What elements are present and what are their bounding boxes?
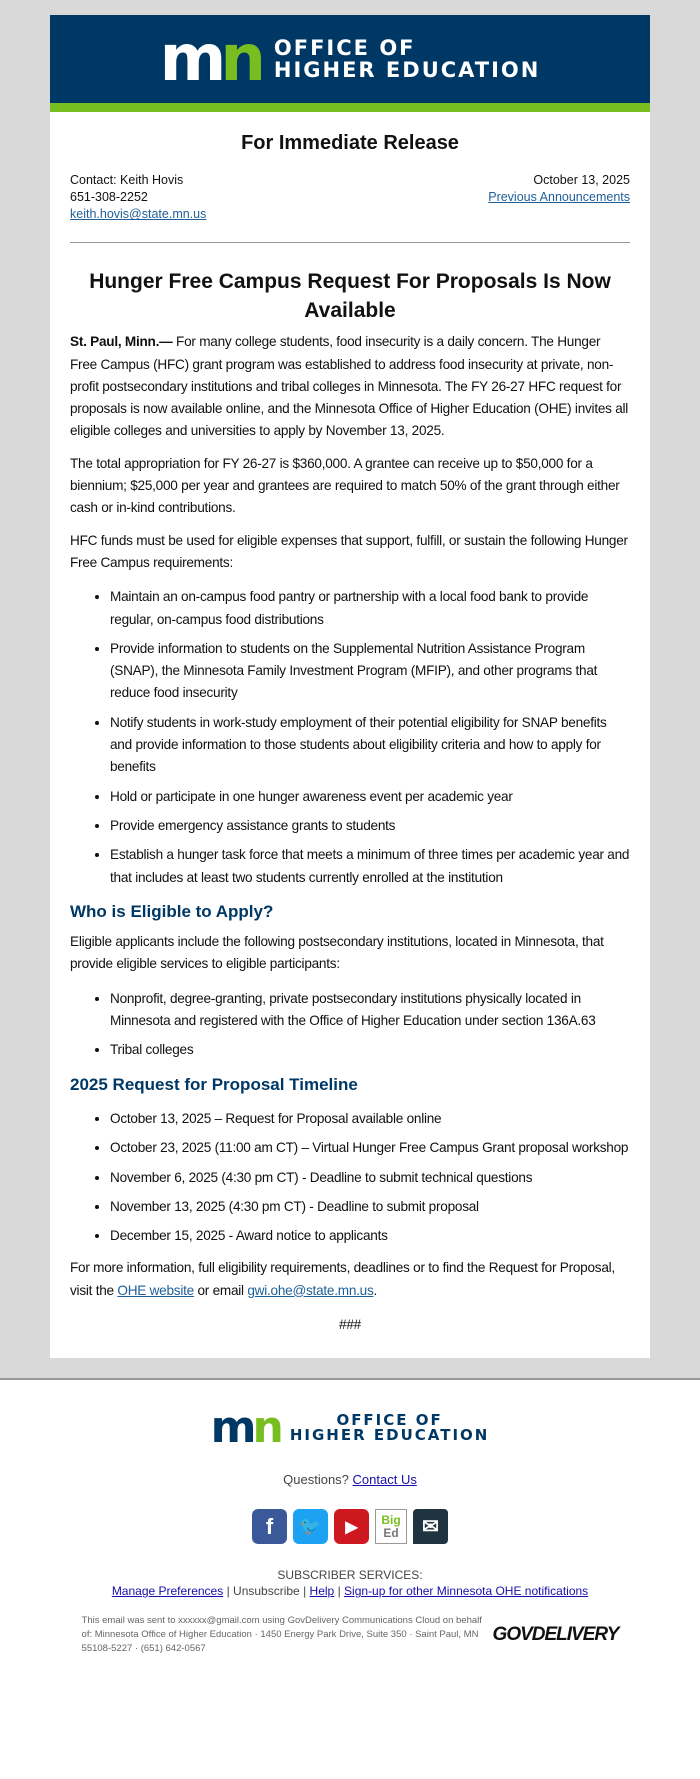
list-item: • Maintain an on-campus food pantry or partnership with a local food bank to provide regular, on-campus food distributions — [110, 586, 630, 631]
fine-print-text: This email was sent to xxxxxx@gmail.com using GovDelivery Communications Cloud on behalf of: Minnesota Office of Higher Education · 1450 Energy Park Drive, Suite 350 · Saint Paul, MN 55108-5227 · (651) 642-0567 — [81, 1615, 482, 1655]
list-item: • Establish a hunger task force that meets a minimum of three times per academic year and that includes at least two students currently enrolled at the institution — [110, 844, 630, 889]
release-date: October 13, 2025 — [533, 173, 630, 188]
list-item: • Nonprofit, degree-granting, private postsecondary institutions physically located in Minnesota and registered with the Office of Higher Education under section 136A.63 — [110, 988, 630, 1033]
timeline-list — [110, 1108, 630, 1247]
big-ed-bottom: Ed — [383, 1525, 399, 1540]
closing-text: For more information, full eligibility requirements, deadlines or to find the Request for Proposal, visit the — [70, 1260, 615, 1298]
list-item: • Notify students in work-study employment of their potential eligibility for SNAP benefits and provide information to those students about eligibility criteria and how to apply for benefits — [110, 712, 630, 779]
contact-us-link[interactable]: Contact Us — [352, 1472, 417, 1488]
logo-text — [274, 37, 540, 81]
list-item: • December 15, 2025 - Award notice to applicants — [110, 1225, 630, 1247]
email-subscribe-icon[interactable]: ✉ — [413, 1509, 448, 1544]
help-link[interactable]: Help — [309, 1584, 335, 1599]
list-item: • November 6, 2025 (4:30 pm CT) - Deadline to submit technical questions — [110, 1167, 630, 1189]
list-item: • October 13, 2025 – Request for Proposal available online — [110, 1108, 630, 1130]
subscriber-label: SUBSCRIBER SERVICES: — [277, 1568, 423, 1583]
list-item: • Provide emergency assistance grants to students — [110, 815, 630, 837]
footer — [0, 1378, 700, 1656]
appropriation-paragraph: The total appropriation for FY 26-27 is $360,000. A grantee can receive up to $50,000 for a biennium; $25,000 per year and grantees are required to match 50% of the grant through either cash or in-kind contributions. — [70, 455, 620, 516]
green-accent-bar — [50, 103, 650, 112]
intro-paragraph — [70, 331, 630, 442]
list-item: • Tribal colleges — [110, 1039, 630, 1061]
big-ed-icon[interactable] — [375, 1509, 407, 1544]
intro-text: For many college students, food insecurity is a daily concern. The Hunger Free Campus (HFC) grant program was established to address food insecurity at private, non-profit postsecondary institutions and tribal colleges in Minnesota. The FY 26-27 HFC request for proposals is now available online, and the Minnesota Office of Higher Education (OHE) invites all eligible colleges and universities to apply by November 13, 2025. — [70, 334, 629, 439]
youtube-icon[interactable]: ▶ — [334, 1509, 369, 1544]
ohe-website-link[interactable]: OHE website — [117, 1282, 194, 1298]
unsubscribe-text[interactable]: Unsubscribe — [233, 1584, 300, 1599]
press-release-card — [50, 15, 650, 1358]
article-title: Hunger Free Campus Request For Proposals Is Now Available — [89, 270, 611, 323]
mn-logo: mn — [210, 1402, 280, 1454]
subscriber-links — [0, 1584, 700, 1598]
footer-logo — [0, 1402, 700, 1454]
gwi-email-link[interactable]: gwi.ohe@state.mn.us — [247, 1282, 374, 1298]
divider — [70, 242, 630, 243]
govdelivery-logo[interactable]: GOVDELIVERY — [492, 1624, 619, 1646]
release-label: For Immediate Release — [241, 132, 459, 154]
separator: | — [226, 1584, 230, 1599]
contact-email-link[interactable]: keith.hovis@state.mn.us — [70, 207, 207, 222]
eligibility-heading: Who is Eligible to Apply? — [70, 901, 274, 921]
logo-line1: OFFICE OF — [273, 35, 416, 60]
manage-preferences-link[interactable]: Manage Preferences — [111, 1584, 224, 1599]
list-item: • October 23, 2025 (11:00 am CT) – Virtual Hunger Free Campus Grant proposal workshop — [110, 1137, 630, 1159]
contact-block — [70, 172, 630, 223]
funds-paragraph: HFC funds must be used for eligible expenses that support, fulfill, or sustain the following Hunger Free Campus requirements: — [70, 532, 628, 570]
closing-text: . — [373, 1282, 378, 1298]
logo-line1: OFFICE OF — [336, 1410, 443, 1429]
twitter-icon[interactable]: 🐦 — [293, 1509, 328, 1544]
social-icons — [0, 1509, 700, 1544]
timeline-heading: 2025 Request for Proposal Timeline — [70, 1074, 358, 1094]
end-mark: ### — [339, 1316, 361, 1332]
fine-print — [0, 1614, 700, 1656]
signup-link[interactable]: Sign-up for other Minnesota OHE notifications — [344, 1584, 589, 1599]
header-banner — [50, 15, 650, 103]
previous-announcements-link[interactable]: Previous Announcements — [488, 190, 630, 205]
contact-phone: 651-308-2252 — [70, 190, 148, 205]
eligibility-intro: Eligible applicants include the following postsecondary institutions, located in Minnesota, that provide eligible services to eligible participants: — [70, 934, 604, 972]
closing-text: or email — [193, 1282, 248, 1298]
questions-line — [0, 1472, 700, 1487]
separator: | — [337, 1584, 341, 1599]
requirements-list — [110, 586, 630, 889]
facebook-icon[interactable]: f — [252, 1509, 287, 1544]
questions-label: Questions? — [283, 1472, 349, 1488]
list-item: • Hold or participate in one hunger awareness event per academic year — [110, 786, 630, 808]
closing-paragraph — [70, 1257, 630, 1302]
list-item: • November 13, 2025 (4:30 pm CT) - Deadline to submit proposal — [110, 1196, 630, 1218]
eligibility-list — [110, 988, 630, 1062]
big-ed-top: Big — [381, 1512, 401, 1527]
logo-line2: HIGHER EDUCATION — [273, 58, 541, 82]
list-item: • Provide information to students on the Supplemental Nutrition Assistance Program (SNAP), the Minnesota Family Investment Program (MFIP), and other programs that reduce food insecurity — [110, 638, 630, 705]
dateline: St. Paul, Minn.— — [70, 334, 173, 350]
logo-line2: HIGHER EDUCATION — [289, 1426, 490, 1445]
mn-logo: mn — [159, 22, 260, 96]
contact-name: Contact: Keith Hovis — [70, 173, 184, 188]
separator: | — [303, 1584, 307, 1599]
